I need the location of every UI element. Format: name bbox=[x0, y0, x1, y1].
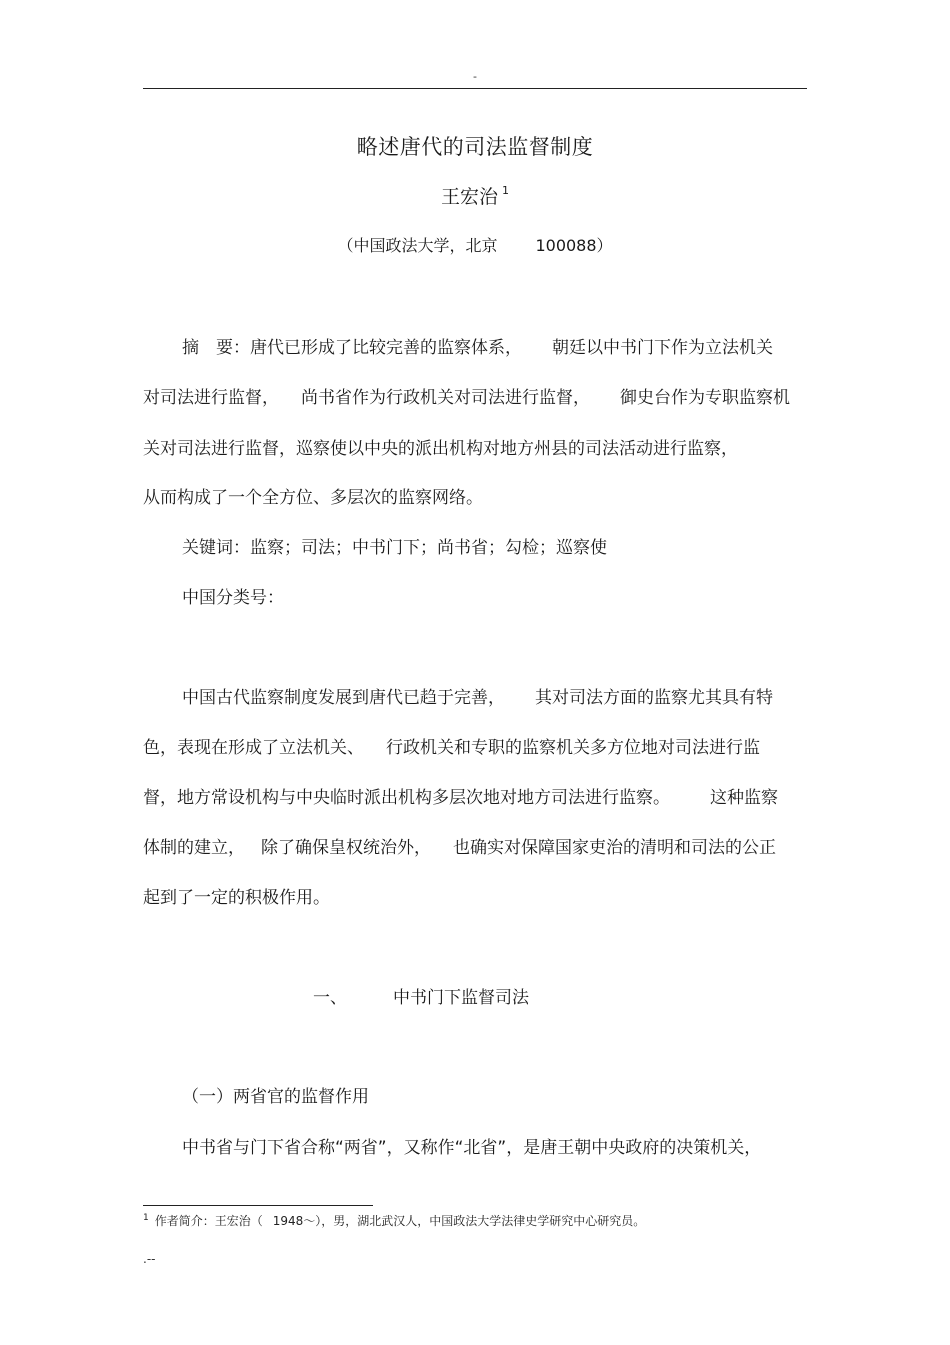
section-number: 一、 bbox=[313, 988, 347, 1008]
affiliation-postcode: 100088） bbox=[535, 236, 613, 255]
body-line-3: 督，地方常设机构与中央临时派出机构多层次地对地方司法进行监察。 这种监察 bbox=[143, 788, 778, 808]
abstract-line-4: 从而构成了一个全方位、多层次的监察网络。 bbox=[143, 488, 483, 508]
body-line-4: 体制的建立， 除了确保皇权统治外， 也确实对保障国家吏治的清明和司法的公正 bbox=[143, 838, 776, 858]
keywords-value: 监察；司法；中书门下；尚书省；勾检；巡察使 bbox=[250, 538, 607, 558]
affiliation-institution: （中国政法大学，北京 bbox=[337, 236, 498, 255]
header-rule bbox=[143, 88, 807, 89]
footnote-rule bbox=[143, 1205, 373, 1206]
section-title: 中书门下监督司法 bbox=[393, 988, 529, 1008]
author-footnote-mark: 1 bbox=[502, 183, 509, 197]
body-line-1: 中国古代监察制度发展到唐代已趋于完善， 其对司法方面的监察尤其具有特 bbox=[182, 688, 773, 708]
body-line-2: 色，表现在形成了立法机关、 行政机关和专职的监察机关多方位地对司法进行监 bbox=[143, 738, 760, 758]
section-heading bbox=[313, 983, 529, 1008]
classification-line bbox=[182, 583, 284, 608]
page-header-mark: - bbox=[473, 70, 477, 83]
author-name: 王宏治 bbox=[440, 186, 498, 208]
subsection-heading: （一）两省官的监督作用 bbox=[182, 1087, 369, 1107]
keywords-label: 关键词： bbox=[182, 538, 250, 558]
body-line-5: 起到了一定的积极作用。 bbox=[143, 888, 330, 908]
page-footer-mark: .-- bbox=[143, 1252, 156, 1266]
footnote-mark: 1 bbox=[143, 1213, 149, 1223]
article-title: 略述唐代的司法监督制度 bbox=[356, 135, 594, 159]
author-line bbox=[0, 182, 950, 209]
abstract-label: 摘 要： bbox=[182, 338, 250, 358]
classification-label: 中国分类号： bbox=[182, 588, 284, 608]
abstract-line-2: 对司法进行监督， 尚书省作为行政机关对司法进行监督， 御史台作为专职监察机 bbox=[143, 388, 790, 408]
affiliation-line bbox=[0, 233, 950, 256]
keywords-line bbox=[182, 533, 607, 558]
abstract-line-1: 摘 要：唐代已形成了比较完善的监察体系， 朝廷以中书门下作为立法机关 bbox=[182, 338, 773, 358]
footnote: $^1$ 作者简介：王宏治（ 1948～），男，湖北武汉人，中国政法大学法律史学研究中心研究员。 bbox=[143, 1213, 646, 1228]
abstract-line-3: 关对司法进行监督，巡察使以中央的派出机构对地方州县的司法活动进行监察， bbox=[143, 439, 738, 459]
section-paragraph-line-1: 中书省与门下省合称“两省”，又称作“北省”，是唐王朝中央政府的决策机关， bbox=[182, 1138, 762, 1158]
